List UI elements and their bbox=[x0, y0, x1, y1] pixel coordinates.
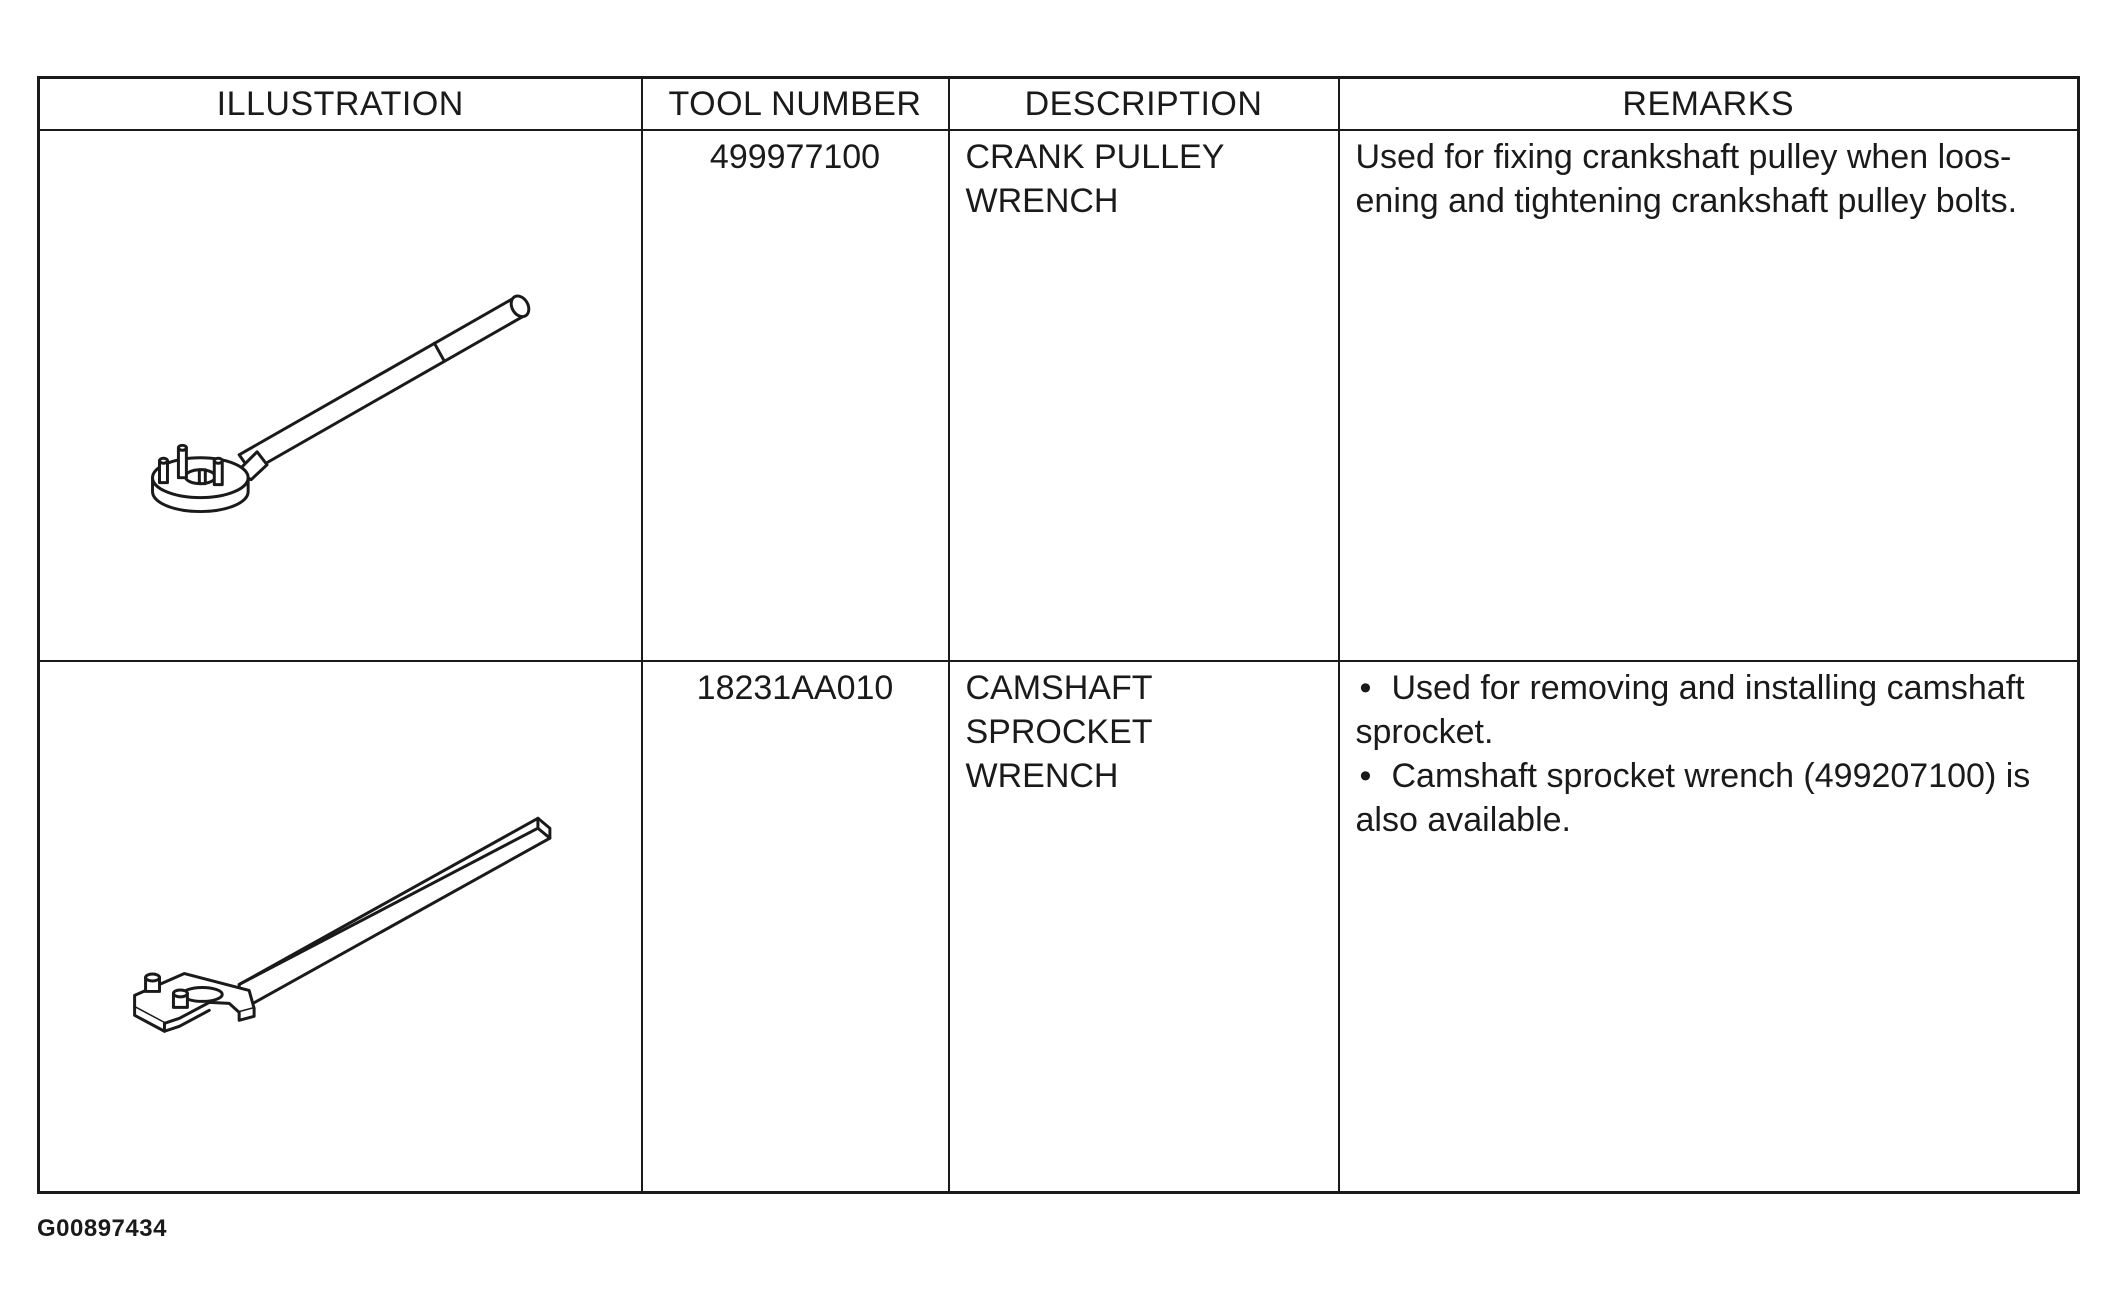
remarks-bullet-item bbox=[1356, 754, 2064, 842]
remarks-line: also available. bbox=[1355, 801, 1571, 839]
table-row bbox=[39, 661, 2079, 1192]
bullet-icon: • bbox=[1359, 669, 1372, 707]
description-line: CRANK PULLEY bbox=[965, 138, 1225, 176]
description-line: WRENCH bbox=[965, 757, 1119, 795]
tool-number-cell: 18231AA010 bbox=[642, 661, 949, 1192]
table-header-row bbox=[39, 78, 2079, 131]
description-cell bbox=[949, 661, 1339, 1192]
illustration-cell bbox=[39, 130, 642, 661]
crank-pulley-wrench-icon bbox=[40, 131, 641, 660]
illustration-cell bbox=[39, 661, 642, 1192]
tool-number-cell: 499977100 bbox=[642, 130, 949, 661]
table-row bbox=[39, 130, 2079, 661]
header-description: DESCRIPTION bbox=[949, 78, 1339, 131]
header-illustration: ILLUSTRATION bbox=[39, 78, 642, 131]
remarks-line: Used for fixing crankshaft pulley when loos- bbox=[1355, 138, 2012, 176]
description-line: SPROCKET bbox=[965, 713, 1153, 751]
description-line: WRENCH bbox=[965, 182, 1119, 220]
bullet-icon: • bbox=[1359, 757, 1372, 795]
camshaft-sprocket-wrench-icon bbox=[40, 662, 641, 1191]
header-tool-number: TOOL NUMBER bbox=[642, 78, 949, 131]
remarks-line: ening and tightening crankshaft pulley bolts. bbox=[1355, 182, 2018, 220]
description-cell bbox=[949, 130, 1339, 661]
description-line: CAMSHAFT bbox=[965, 669, 1153, 707]
remarks-line: Camshaft sprocket wrench (499207100) is bbox=[1391, 757, 2031, 795]
special-tools-table bbox=[37, 76, 2080, 1194]
remarks-cell bbox=[1339, 661, 2079, 1192]
figure-id: G00897434 bbox=[37, 1215, 167, 1242]
remarks-line: sprocket. bbox=[1355, 713, 1494, 751]
header-remarks: REMARKS bbox=[1339, 78, 2079, 131]
remarks-line: Used for removing and installing camshaft bbox=[1391, 669, 2025, 707]
remarks-bullet-item bbox=[1356, 666, 2064, 754]
remarks-cell bbox=[1339, 130, 2079, 661]
